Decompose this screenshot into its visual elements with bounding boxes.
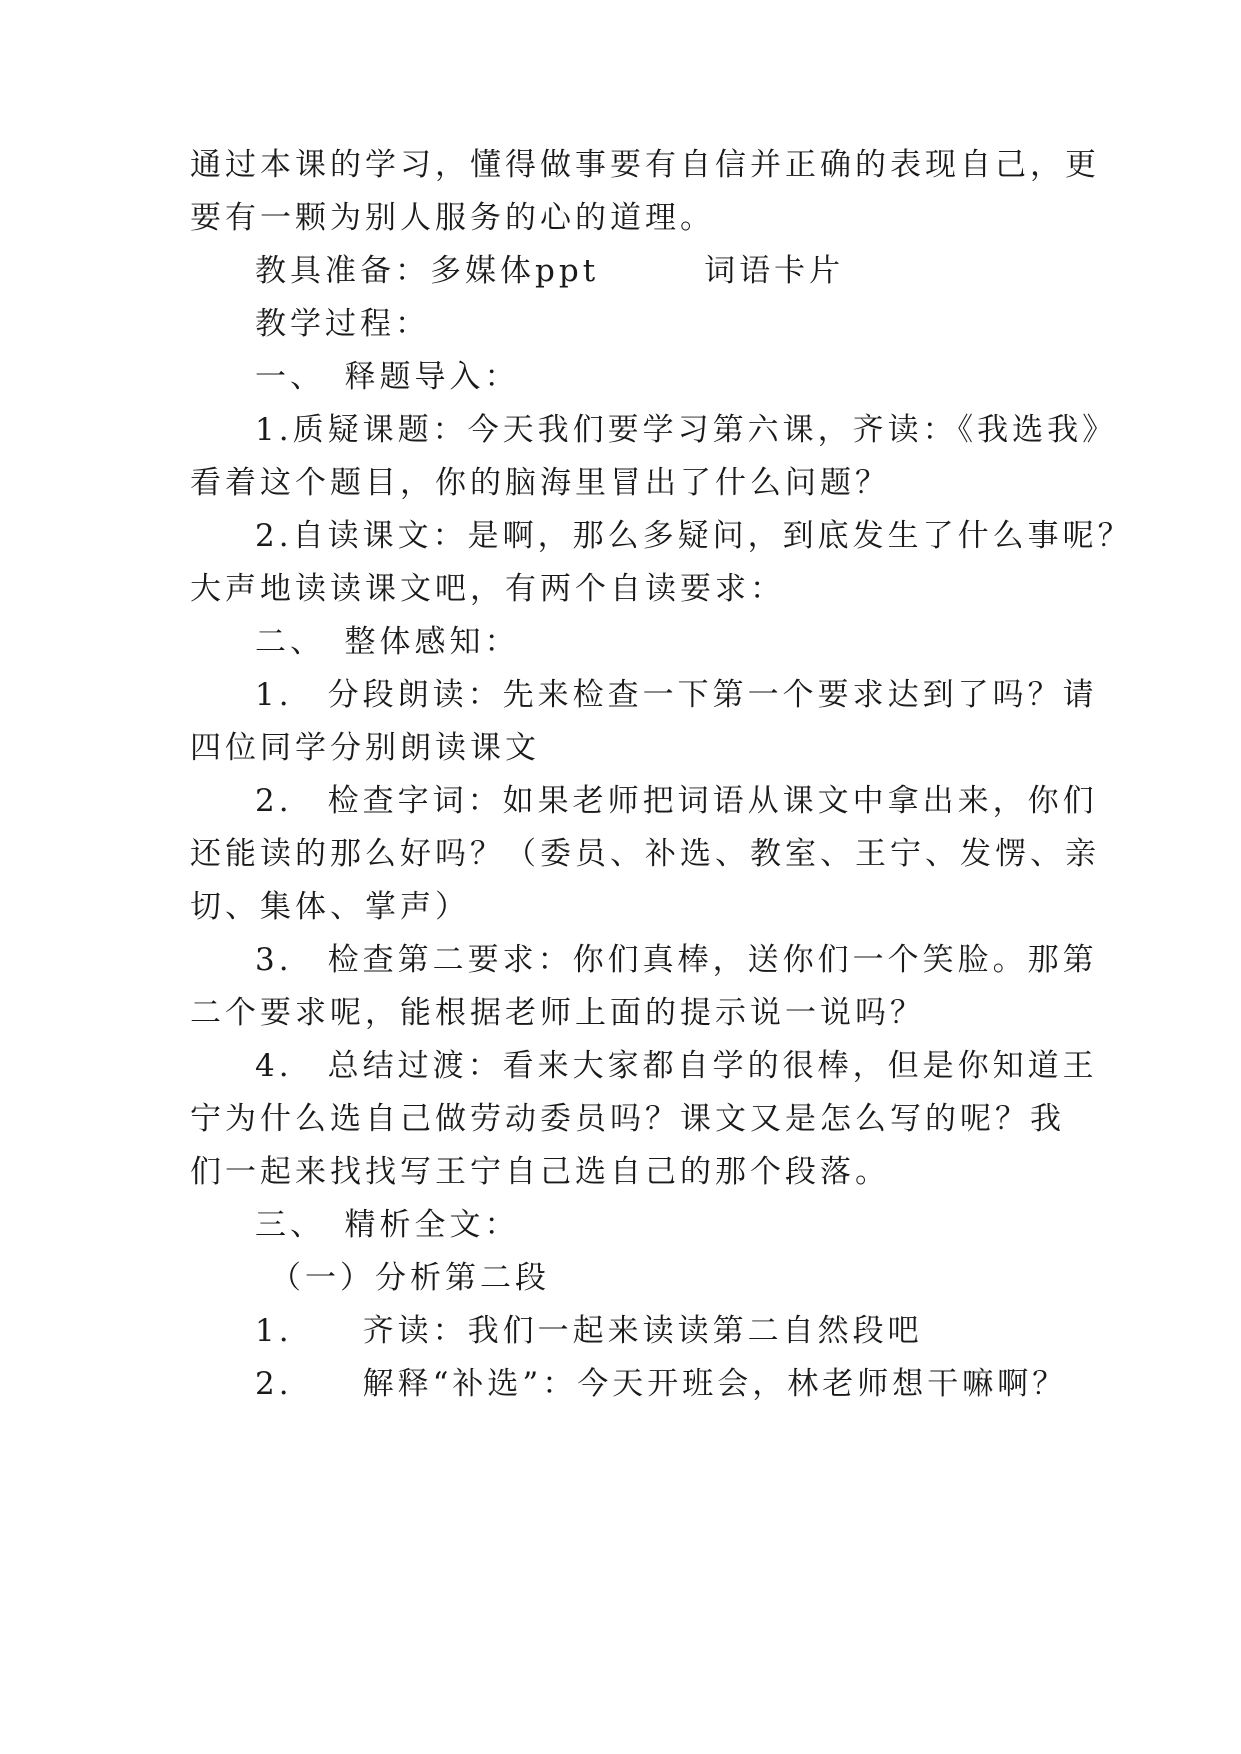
paragraph-line: 2. 解释“补选”：今天开班会，林老师想干嘛啊？ — [255, 1366, 1068, 1402]
paragraph-line: 1. 分段朗读：先来检查一下第一个要求达到了吗？请 — [255, 677, 1098, 713]
paragraph-line: 4. 总结过渡：看来大家都自学的很棒，但是你知道王 — [255, 1048, 1098, 1084]
paragraph-line: 宁为什么选自己做劳动委员吗？课文又是怎么写的呢？我 — [190, 1101, 1065, 1137]
paragraph-line: 要有一颗为别人服务的心的道理。 — [190, 200, 715, 236]
paragraph-line: 2.自读课文：是啊，那么多疑问，到底发生了什么事呢？ — [255, 518, 1133, 554]
paragraph-line: 1.质疑课题：今天我们要学习第六课，齐读：《我选我》 — [255, 412, 1118, 448]
paragraph-line: 还能读的那么好吗？（委员、补选、教室、王宁、发愣、亲 — [190, 836, 1100, 872]
paragraph-line: 四位同学分别朗读课文 — [190, 730, 540, 766]
paragraph-line: 大声地读读课文吧，有两个自读要求： — [190, 571, 785, 607]
paragraph-line: 通过本课的学习，懂得做事要有自信并正确的表现自己，更 — [190, 147, 1100, 183]
paragraph-line: 切、集体、掌声） — [190, 889, 470, 925]
paragraph-line: 3. 检查第二要求：你们真棒，送你们一个笑脸。那第 — [255, 942, 1098, 978]
section-heading-1: 一、 释题导入： — [255, 359, 520, 395]
paragraph-line: 们一起来找找写王宁自己选自己的那个段落。 — [190, 1154, 890, 1190]
teaching-process-heading: 教学过程： — [255, 306, 430, 342]
paragraph-line: 1. 齐读：我们一起来读读第二自然段吧 — [255, 1313, 923, 1349]
paragraph-line: 看着这个题目，你的脑海里冒出了什么问题？ — [190, 465, 890, 501]
paragraph-line: 二个要求呢，能根据老师上面的提示说一说吗？ — [190, 995, 925, 1031]
subsection-heading: （一）分析第二段 — [270, 1260, 550, 1296]
section-heading-3: 三、 精析全文： — [255, 1207, 520, 1243]
paragraph-line: 2. 检查字词：如果老师把词语从课文中拿出来，你们 — [255, 783, 1098, 819]
section-heading-2: 二、 整体感知： — [255, 624, 520, 660]
teaching-tools-line: 教具准备：多媒体ppt 词语卡片 — [255, 253, 845, 289]
